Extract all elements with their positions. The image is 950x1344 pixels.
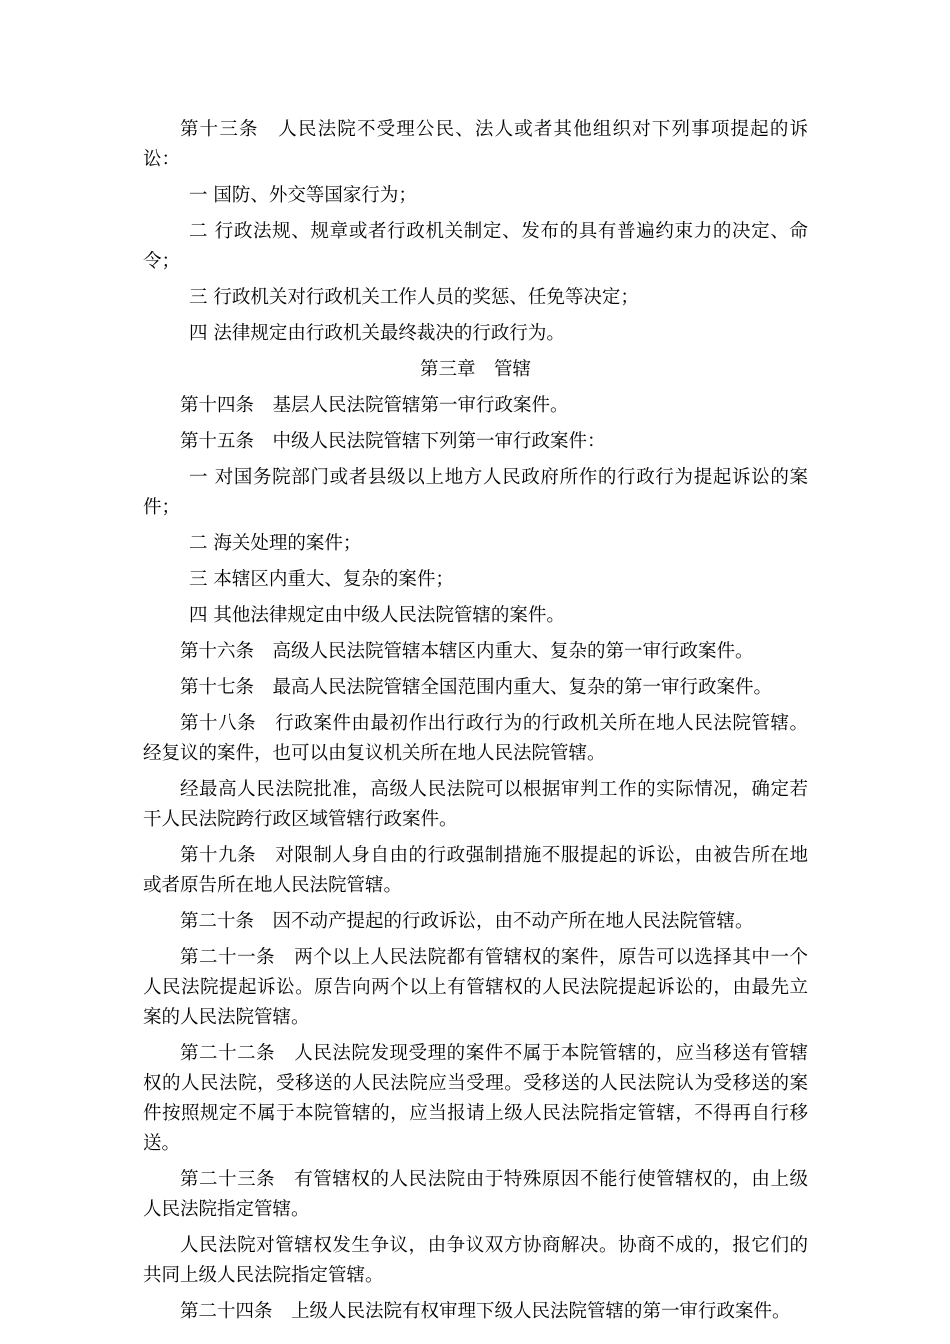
article-15-item-3: 三 本辖区内重大、复杂的案件； xyxy=(189,569,454,590)
article-15-item-2: 二 海关处理的案件； xyxy=(189,533,362,554)
chapter-heading: 第三章 管辖 xyxy=(419,359,531,380)
article-13: 第十三条 人民法院不受理公民、法人或者其他组织对下列事项提起的诉讼： xyxy=(143,119,808,170)
article-15-item-4: 四 其他法律规定由中级人民法院管辖的案件。 xyxy=(189,605,565,626)
article-14: 第十四条 基层人民法院管辖第一审行政案件。 xyxy=(180,395,569,416)
article-22: 第二十二条 人民法院发现受理的案件不属于本院管辖的，应当移送有管辖权的人民法院，受移送的人民法院应当受理。受移送的人民法院认为受移送的案件按照规定不属于本院管辖的，应当报请上级人民法院指定管辖，不得再自行移送。 xyxy=(143,1043,808,1154)
article-21: 第二十一条 两个以上人民法院都有管辖权的案件，原告可以选择其中一个人民法院提起诉讼。原告向两个以上有管辖权的人民法院提起诉讼的，由最先立案的人民法院管辖。 xyxy=(143,947,808,1028)
article-16: 第十六条 高级人民法院管辖本辖区内重大、复杂的第一审行政案件。 xyxy=(180,641,754,662)
article-15-item-1: 一 对国务院部门或者县级以上地方人民政府所作的行政行为提起诉讼的案件； xyxy=(143,467,808,518)
article-18: 第十八条 行政案件由最初作出行政行为的行政机关所在地人民法院管辖。经复议的案件，也可以由复议机关所在地人民法院管辖。 xyxy=(143,713,808,764)
article-13-item-3: 三 行政机关对行政机关工作人员的奖惩、任免等决定； xyxy=(189,287,639,308)
article-17: 第十七条 最高人民法院管辖全国范围内重大、复杂的第一审行政案件。 xyxy=(180,677,773,698)
article-24: 第二十四条 上级人民法院有权审理下级人民法院管辖的第一审行政案件。 xyxy=(180,1301,791,1322)
article-18-para-2: 经最高人民法院批准，高级人民法院可以根据审判工作的实际情况，确定若干人民法院跨行政区域管辖行政案件。 xyxy=(143,779,808,830)
article-20: 第二十条 因不动产提起的行政诉讼，由不动产所在地人民法院管辖。 xyxy=(180,911,754,932)
article-19: 第十九条 对限制人身自由的行政强制措施不服提起的诉讼，由被告所在地或者原告所在地人民法院管辖。 xyxy=(143,845,808,896)
article-13-item-4: 四 法律规定由行政机关最终裁决的行政行为。 xyxy=(189,323,565,344)
article-23: 第二十三条 有管辖权的人民法院由于特殊原因不能行使管辖权的，由上级人民法院指定管辖。 xyxy=(143,1169,808,1220)
article-13-item-1: 一 国防、外交等国家行为； xyxy=(189,185,417,206)
article-15: 第十五条 中级人民法院管辖下列第一审行政案件： xyxy=(180,431,606,452)
article-13-item-2: 二 行政法规、规章或者行政机关制定、发布的具有普遍约束力的决定、命令； xyxy=(143,221,808,272)
article-23-para-2: 人民法院对管辖权发生争议，由争议双方协商解决。协商不成的，报它们的共同上级人民法院指定管辖。 xyxy=(143,1235,808,1286)
